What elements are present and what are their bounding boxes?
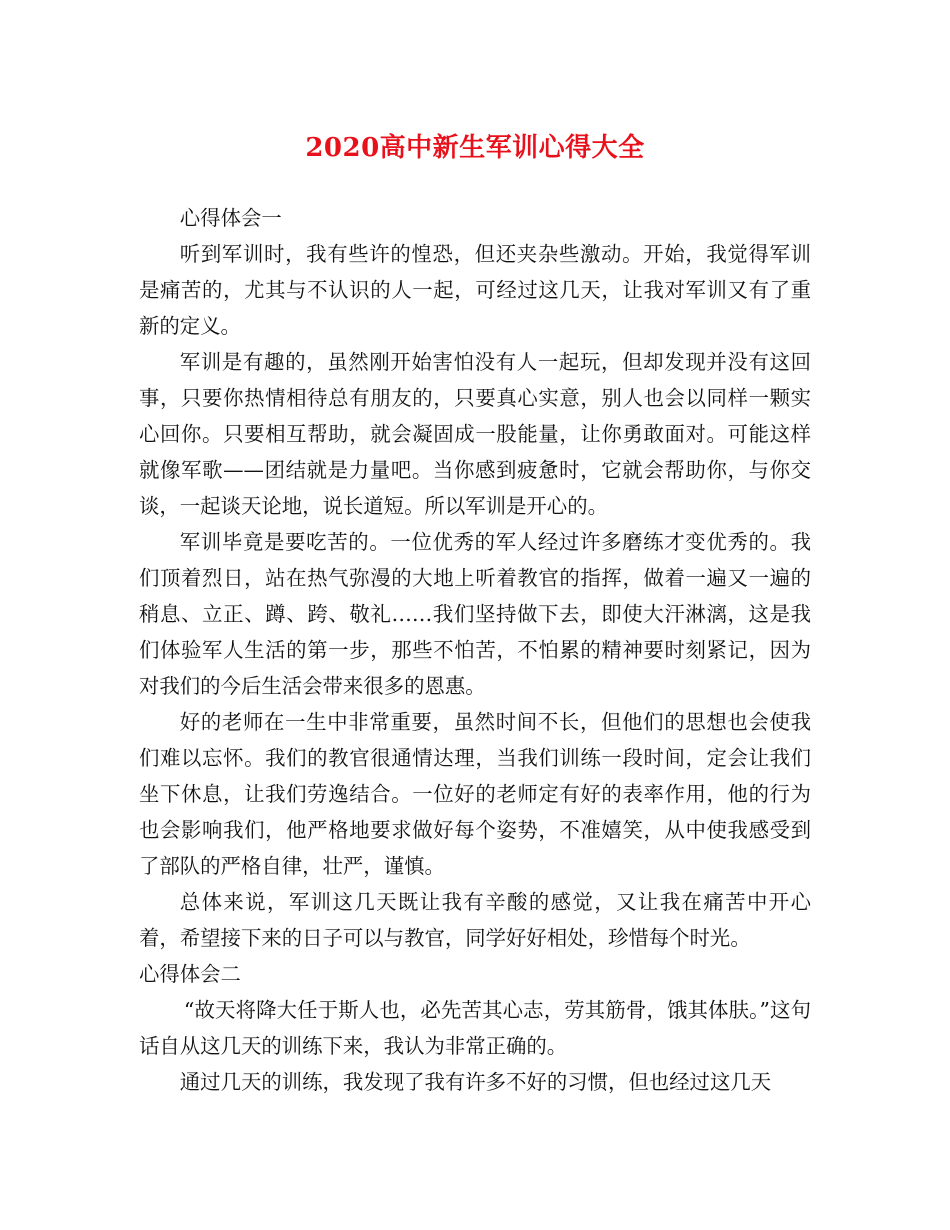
paragraph-1: 听到军训时，我有些许的惶恐，但还夹杂些激动。开始，我觉得军训是痛苦的，尤其与不认识的人一起，可经过这几天，让我对军训又有了重新的定义。 [139, 242, 811, 338]
paragraph-2: 军训是有趣的，虽然刚开始害怕没有人一起玩，但却发现并没有这回事，只要你热情相待总有朋友的，只要真心实意，别人也会以同样一颗实心回你。只要相互帮助，就会凝固成一股能量，让你勇敢面对。可能这样就像军歌——团结就是力量吧。当你感到疲惫时，它就会帮助你，与你交谈，一起谈天论地，说长道短。所以军训是开心的。 [139, 350, 811, 518]
document-body [139, 200, 811, 1100]
paragraph-3: 军训毕竟是要吃苦的。一位优秀的军人经过许多磨练才变优秀的。我们顶着烈日，站在热气弥漫的大地上听着教官的指挥，做着一遍又一遍的稍息、立正、蹲、跨、敬礼……我们坚持做下去，即使大汗淋漓，这是我们体验军人生活的第一步，那些不怕苦，不怕累的精神要时刻紧记，因为对我们的今后生活会带来很多的恩惠。 [139, 530, 811, 698]
section-heading-1: 心得体会一 [179, 206, 282, 230]
paragraph-5: 总体来说，军训这几天既让我有辛酸的感觉，又让我在痛苦中开心着，希望接下来的日子可以与教官，同学好好相处，珍惜每个时光。 [139, 890, 811, 950]
document-title: 2020高中新生军训心得大全 [305, 133, 645, 163]
section-heading-2: 心得体会二 [139, 962, 241, 986]
quote-paragraph: “故天将降大任于斯人也，必先苦其心志，劳其筋骨，饿其体肤。”这句话自从这几天的训练下来，我认为非常正确的。 [139, 998, 811, 1058]
paragraph-4: 好的老师在一生中非常重要，虽然时间不长，但他们的思想也会使我们难以忘怀。我们的教官很通情达理，当我们训练一段时间，定会让我们坐下休息，让我们劳逸结合。一位好的老师定有好的表率作用，他的行为也会影响我们，他严格地要求做好每个姿势，不准嬉笑，从中使我感受到了部队的严格自律，壮严，谨慎。 [139, 710, 811, 878]
paragraph-last: 通过几天的训练，我发现了我有许多不好的习惯，但也经过这几天 [179, 1070, 772, 1094]
